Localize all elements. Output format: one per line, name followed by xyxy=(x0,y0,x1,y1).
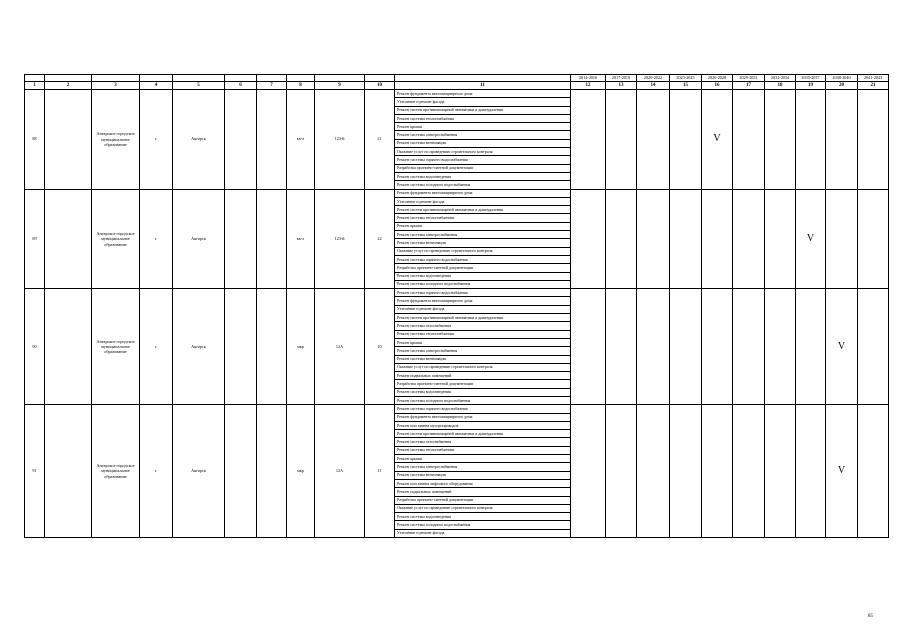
work-item: Ремонт системы теплоснабжения xyxy=(395,114,571,122)
house-cell: 12А xyxy=(315,405,365,538)
column-number: 6 xyxy=(225,82,257,90)
empty-header-cell xyxy=(225,75,257,82)
record-number: 88 xyxy=(25,90,45,190)
work-item: Ремонт подвальных помещений xyxy=(395,372,571,380)
work-item: Разработка проектно-сметной документации xyxy=(395,264,571,272)
period-cell xyxy=(796,289,826,405)
empty-cell xyxy=(45,289,92,405)
period-header: 2017-2019 xyxy=(606,75,637,82)
number-cell: 10 xyxy=(365,289,395,405)
work-item: Ремонт крыши xyxy=(395,455,571,463)
column-number: 13 xyxy=(606,82,637,90)
period-cell xyxy=(733,90,765,190)
empty-header-cell xyxy=(365,75,395,82)
empty-header-cell xyxy=(140,75,173,82)
period-header: 2026-2028 xyxy=(702,75,733,82)
empty-cell xyxy=(257,405,287,538)
work-item: Ремонт системы электроснабжения xyxy=(395,347,571,355)
empty-cell xyxy=(225,90,257,190)
work-item: Оказание услуг по проведению строительного контроля xyxy=(395,148,571,156)
column-number: 12 xyxy=(571,82,606,90)
table-row xyxy=(25,289,889,297)
period-cell xyxy=(765,90,796,190)
period-check-mark: V xyxy=(702,90,733,190)
period-cell xyxy=(702,405,733,538)
work-item: Ремонт фундамента многоквартирного дома xyxy=(395,189,571,197)
work-item: Утепление и ремонт фасада xyxy=(395,197,571,205)
municipality-cell: Ангарское городское муниципальное образование xyxy=(92,405,140,538)
district-type-cell: кв-л xyxy=(287,189,315,289)
period-cell xyxy=(702,189,733,289)
column-number: 20 xyxy=(826,82,858,90)
period-cell xyxy=(733,189,765,289)
empty-cell xyxy=(45,90,92,190)
column-number: 3 xyxy=(92,82,140,90)
municipality-cell: Ангарское городское муниципальное образование xyxy=(92,189,140,289)
work-item: Ремонт или замена мусоропроводов xyxy=(395,421,571,429)
work-item: Ремонт системы газоснабжения xyxy=(395,438,571,446)
settlement-type-cell: г. xyxy=(140,189,173,289)
period-cell xyxy=(571,289,606,405)
work-item: Ремонт системы водоотведения xyxy=(395,513,571,521)
empty-header-cell xyxy=(173,75,225,82)
period-cell xyxy=(571,189,606,289)
work-item: Утепление и ремонт фасада xyxy=(395,529,571,537)
empty-header-cell xyxy=(257,75,287,82)
column-number: 21 xyxy=(858,82,889,90)
column-number: 5 xyxy=(173,82,225,90)
record-number: 90 xyxy=(25,289,45,405)
work-item: Ремонт системы горячего водоснабжения xyxy=(395,289,571,297)
municipality-cell: Ангарское городское муниципальное образование xyxy=(92,90,140,190)
house-cell: 123-й xyxy=(315,90,365,190)
empty-header-cell xyxy=(287,75,315,82)
work-item: Утепление и ремонт фасада xyxy=(395,305,571,313)
period-cell xyxy=(637,90,670,190)
empty-cell xyxy=(257,189,287,289)
number-cell: 11 xyxy=(365,405,395,538)
work-item: Ремонт системы горячего водоснабжения xyxy=(395,156,571,164)
column-number: 10 xyxy=(365,82,395,90)
work-item: Ремонт крыши xyxy=(395,222,571,230)
column-number: 18 xyxy=(765,82,796,90)
work-item: Ремонт системы холодного водоснабжения xyxy=(395,280,571,288)
number-cell: 21 xyxy=(365,90,395,190)
work-item: Ремонт или замена лифтового оборудования xyxy=(395,479,571,487)
work-item: Ремонт системы вентиляции xyxy=(395,239,571,247)
house-cell: 123-й xyxy=(315,189,365,289)
record-number: 91 xyxy=(25,405,45,538)
district-type-cell: мкр xyxy=(287,289,315,405)
period-cell xyxy=(637,405,670,538)
period-cell xyxy=(796,405,826,538)
work-item: Ремонт системы водоотведения xyxy=(395,172,571,180)
work-item: Ремонт системы водоотведения xyxy=(395,388,571,396)
city-cell: Ангарск xyxy=(173,289,225,405)
work-item: Ремонт системы теплоснабжения xyxy=(395,214,571,222)
work-item: Ремонт системы горячего водоснабжения xyxy=(395,405,571,413)
work-item: Ремонт системы вентиляции xyxy=(395,139,571,147)
work-item: Ремонт систем противопожарной автоматики и дымоудаления xyxy=(395,206,571,214)
municipality-cell: Ангарское городское муниципальное образование xyxy=(92,289,140,405)
work-item: Ремонт системы электроснабжения xyxy=(395,231,571,239)
column-number: 17 xyxy=(733,82,765,90)
work-item: Ремонт системы электроснабжения xyxy=(395,131,571,139)
period-header-row xyxy=(25,75,889,82)
table-row xyxy=(25,90,889,98)
settlement-type-cell: г. xyxy=(140,90,173,190)
work-item: Ремонт системы газоснабжения xyxy=(395,322,571,330)
period-cell xyxy=(765,189,796,289)
table-row xyxy=(25,405,889,413)
work-item: Ремонт системы теплоснабжения xyxy=(395,446,571,454)
column-number: 11 xyxy=(395,82,571,90)
period-cell xyxy=(606,289,637,405)
work-item: Ремонт крыши xyxy=(395,338,571,346)
empty-header-cell xyxy=(92,75,140,82)
record-number: 89 xyxy=(25,189,45,289)
period-cell xyxy=(637,289,670,405)
period-check-mark: V xyxy=(826,289,858,405)
period-cell xyxy=(858,189,889,289)
period-header: 2029-2031 xyxy=(733,75,765,82)
period-cell xyxy=(670,289,702,405)
work-item: Оказание услуг по проведению строительного контроля xyxy=(395,504,571,512)
empty-cell xyxy=(225,289,257,405)
column-number: 1 xyxy=(25,82,45,90)
period-check-mark: V xyxy=(826,405,858,538)
work-item: Разработка проектно-сметной документации xyxy=(395,164,571,172)
work-item: Ремонт систем противопожарной автоматики и дымоудаления xyxy=(395,314,571,322)
period-cell xyxy=(826,189,858,289)
capital-repair-schedule-table xyxy=(24,74,889,538)
district-type-cell: кв-л xyxy=(287,90,315,190)
column-number: 7 xyxy=(257,82,287,90)
empty-cell xyxy=(45,405,92,538)
period-cell xyxy=(858,405,889,538)
column-number: 8 xyxy=(287,82,315,90)
column-number: 9 xyxy=(315,82,365,90)
work-item: Разработка проектно-сметной документации xyxy=(395,380,571,388)
work-item: Ремонт систем противопожарной автоматики и дымоудаления xyxy=(395,106,571,114)
period-cell xyxy=(858,90,889,190)
work-item: Ремонт подвальных помещений xyxy=(395,488,571,496)
period-cell xyxy=(796,90,826,190)
period-cell xyxy=(606,189,637,289)
period-check-mark: V xyxy=(796,189,826,289)
work-item: Ремонт фундамента многоквартирного дома xyxy=(395,297,571,305)
empty-cell xyxy=(225,189,257,289)
period-cell xyxy=(637,189,670,289)
column-number: 4 xyxy=(140,82,173,90)
table-row xyxy=(25,189,889,197)
work-item: Оказание услуг по проведению строительного контроля xyxy=(395,363,571,371)
city-cell: Ангарск xyxy=(173,90,225,190)
period-header: 2023-2025 xyxy=(670,75,702,82)
work-item: Ремонт фундамента многоквартирного дома xyxy=(395,90,571,98)
period-header: 2041-2043 xyxy=(858,75,889,82)
work-item: Оказание услуг по проведению строительного контроля xyxy=(395,247,571,255)
settlement-type-cell: г. xyxy=(140,289,173,405)
work-item: Ремонт системы водоотведения xyxy=(395,272,571,280)
empty-header-cell xyxy=(45,75,92,82)
period-cell xyxy=(765,289,796,405)
period-header: 2032-2034 xyxy=(765,75,796,82)
empty-cell xyxy=(257,90,287,190)
work-item: Разработка проектно-сметной документации xyxy=(395,496,571,504)
period-header: 2035-2037 xyxy=(796,75,826,82)
period-header: 2020-2022 xyxy=(637,75,670,82)
work-item: Ремонт системы вентиляции xyxy=(395,471,571,479)
district-type-cell: мкр xyxy=(287,405,315,538)
page-number: 85 xyxy=(868,614,873,619)
period-cell xyxy=(606,90,637,190)
period-cell xyxy=(571,90,606,190)
period-cell xyxy=(670,405,702,538)
period-cell xyxy=(670,189,702,289)
period-cell xyxy=(826,90,858,190)
period-cell xyxy=(571,405,606,538)
period-cell xyxy=(733,405,765,538)
number-cell: 22 xyxy=(365,189,395,289)
period-cell xyxy=(606,405,637,538)
column-number: 2 xyxy=(45,82,92,90)
column-number: 19 xyxy=(796,82,826,90)
work-item: Ремонт систем противопожарной автоматики и дымоудаления xyxy=(395,430,571,438)
period-header: 2038-2040 xyxy=(826,75,858,82)
house-cell: 12А xyxy=(315,289,365,405)
city-cell: Ангарск xyxy=(173,189,225,289)
empty-header-cell xyxy=(395,75,571,82)
work-item: Утепление и ремонт фасада xyxy=(395,98,571,106)
empty-cell xyxy=(225,405,257,538)
column-number: 15 xyxy=(670,82,702,90)
settlement-type-cell: г. xyxy=(140,405,173,538)
city-cell: Ангарск xyxy=(173,405,225,538)
period-header: 2014-2016 xyxy=(571,75,606,82)
work-item: Ремонт системы холодного водоснабжения xyxy=(395,396,571,404)
work-item: Ремонт системы холодного водоснабжения xyxy=(395,521,571,529)
column-number: 16 xyxy=(702,82,733,90)
period-cell xyxy=(765,405,796,538)
empty-cell xyxy=(45,189,92,289)
column-number: 14 xyxy=(637,82,670,90)
column-number-row xyxy=(25,82,889,90)
empty-cell xyxy=(257,289,287,405)
period-cell xyxy=(733,289,765,405)
work-item: Ремонт системы горячего водоснабжения xyxy=(395,255,571,263)
work-item: Ремонт системы теплоснабжения xyxy=(395,330,571,338)
period-cell xyxy=(670,90,702,190)
work-item: Ремонт системы вентиляции xyxy=(395,355,571,363)
work-item: Ремонт крыши xyxy=(395,123,571,131)
period-cell xyxy=(858,289,889,405)
empty-header-cell xyxy=(315,75,365,82)
work-item: Ремонт фундамента многоквартирного дома xyxy=(395,413,571,421)
work-item: Ремонт системы холодного водоснабжения xyxy=(395,181,571,189)
period-cell xyxy=(702,289,733,405)
empty-header-cell xyxy=(25,75,45,82)
work-item: Ремонт системы электроснабжения xyxy=(395,463,571,471)
